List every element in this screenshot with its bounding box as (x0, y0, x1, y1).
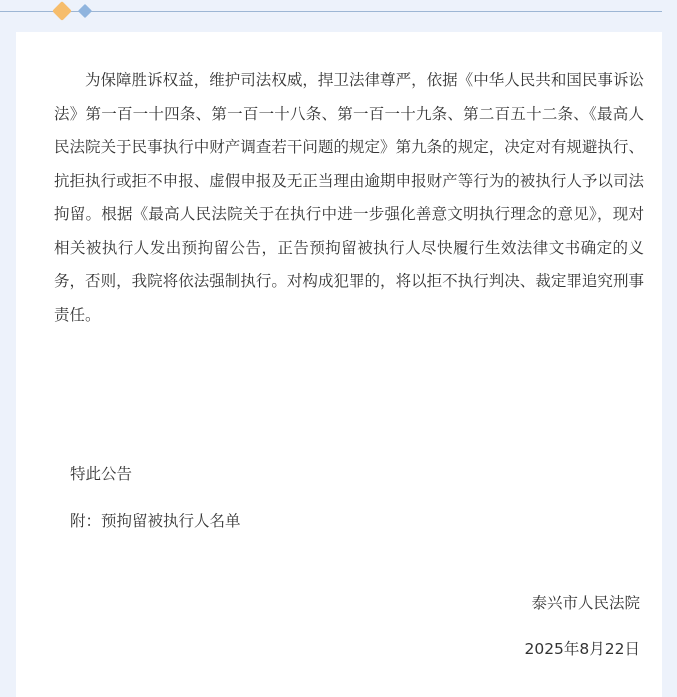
notice-paragraph: 为保障胜诉权益，维护司法权威，捍卫法律尊严，依据《中华人民共和国民事诉讼法》第一百一十四条、第一百一十八条、第一百一十九条、第二百五十二条、《最高人民法院关于民事执行中财产调查若干问题的规定》第九条的规定，决定对有规避执行、抗拒执行或拒不申报、虚假申报及无正当理由逾期申报财产等行为的被执行人予以司法拘留。根据《最高人民法院关于在执行中进一步强化善意文明执行理念的意见》，现对相关被执行人发出预拘留公告，正告预拘留被执行人尽快履行生效法律文书确定的义务，否则，我院将依法强制执行。对构成犯罪的，将以拒不执行判决、裁定罪追究刑事责任。 (54, 71, 644, 324)
blue-diamond-icon (78, 4, 92, 18)
header-divider-line (0, 11, 662, 12)
attachment-note: 附：预拘留被执行人名单 (70, 512, 241, 530)
issuer-name: 泰兴市人民法院 (531, 594, 640, 612)
orange-diamond-icon (52, 1, 72, 21)
notice-card (16, 32, 662, 697)
closing-statement: 特此公告 (70, 465, 133, 483)
notice-body (54, 64, 644, 332)
issue-date: 2025年8月22日 (524, 640, 640, 658)
header-decoration (0, 0, 677, 26)
